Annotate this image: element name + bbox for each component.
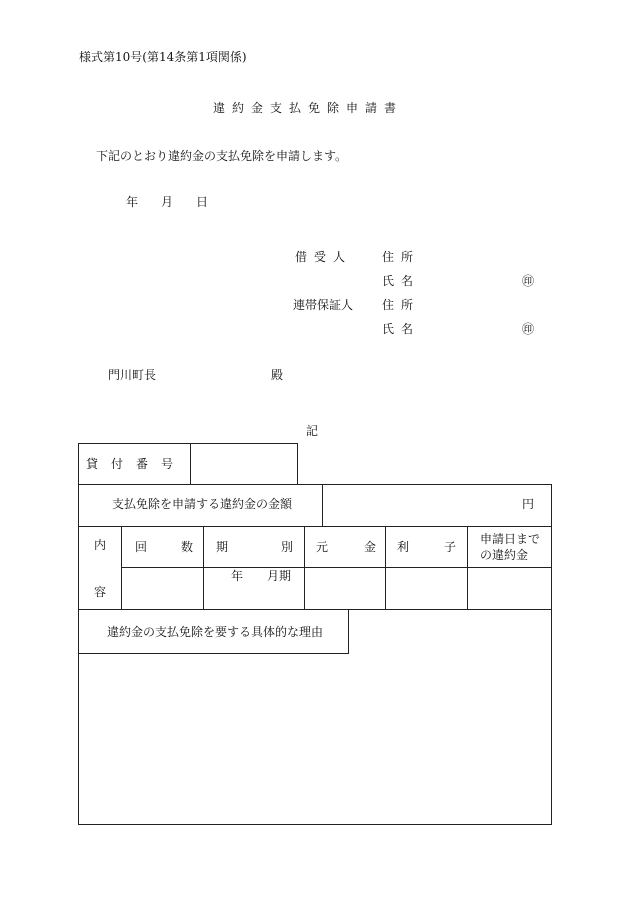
period-header-b: 別 bbox=[281, 540, 294, 554]
amount-unit: 円 bbox=[522, 497, 535, 511]
penalty-header-line2: の違約金 bbox=[480, 548, 529, 562]
interest-header-a: 利 bbox=[397, 540, 410, 554]
interest-field[interactable] bbox=[387, 569, 465, 608]
date-year-label: 年 bbox=[126, 195, 139, 209]
page-title: 違約金支払免除申請書 bbox=[213, 101, 404, 115]
penalty-header-line1: 申請日まで bbox=[480, 532, 541, 546]
content-label-top: 内 bbox=[94, 538, 107, 552]
borrower-label: 借受人 bbox=[295, 250, 353, 264]
principal-header-a: 元 bbox=[316, 540, 329, 554]
borrower-seal-mark: ㊞ bbox=[522, 274, 535, 288]
borrower-name-label: 氏名 bbox=[382, 274, 421, 288]
intro-text: 下記のとおり違約金の支払免除を申請します。 bbox=[96, 149, 348, 163]
guarantor-name-label: 氏名 bbox=[382, 322, 421, 336]
period-header-a: 期 bbox=[216, 540, 229, 554]
guarantor-label: 連帯保証人 bbox=[293, 298, 354, 312]
count-header-b: 数 bbox=[181, 540, 194, 554]
period-value: 年 月期 bbox=[231, 569, 292, 583]
amount-field[interactable] bbox=[325, 486, 550, 524]
reason-label: 違約金の支払免除を要する具体的な理由 bbox=[107, 625, 324, 639]
guarantor-seal-mark: ㊞ bbox=[522, 322, 535, 336]
guarantor-address-label: 住所 bbox=[382, 298, 421, 312]
ki-label: 記 bbox=[306, 424, 319, 438]
addressee-honorific: 殿 bbox=[271, 368, 284, 382]
content-label-bottom: 容 bbox=[94, 585, 107, 599]
principal-field[interactable] bbox=[306, 569, 383, 608]
loan-number-label: 貸付番号 bbox=[86, 457, 187, 471]
borrower-address-label: 住所 bbox=[382, 250, 421, 264]
reason-field[interactable] bbox=[80, 656, 550, 822]
date-month-label: 月 bbox=[161, 195, 174, 209]
amount-label: 支払免除を申請する違約金の金額 bbox=[112, 497, 293, 511]
count-field[interactable] bbox=[123, 569, 201, 608]
interest-header-b: 子 bbox=[444, 540, 457, 554]
loan-number-field[interactable] bbox=[192, 445, 296, 483]
form-number: 様式第10号(第14条第1項関係) bbox=[79, 50, 247, 64]
penalty-field[interactable] bbox=[469, 569, 550, 608]
date-day-label: 日 bbox=[196, 195, 209, 209]
addressee-office: 門川町長 bbox=[108, 368, 157, 382]
count-header-a: 回 bbox=[135, 540, 148, 554]
principal-header-b: 金 bbox=[364, 540, 377, 554]
